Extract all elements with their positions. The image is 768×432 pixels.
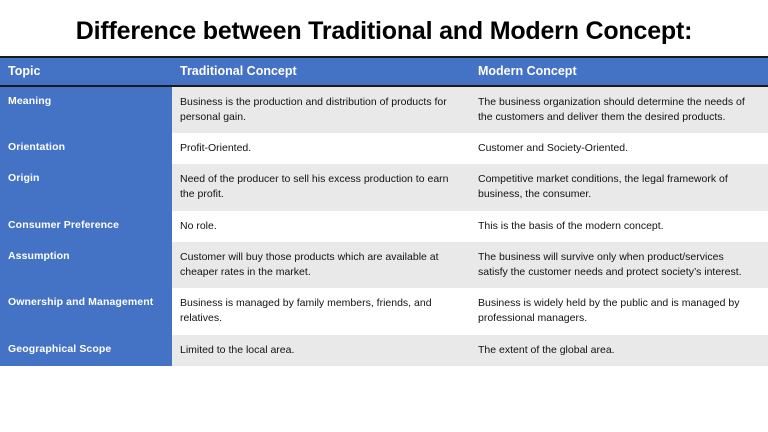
cell-traditional-meaning: Business is the production and distribution of products for personal gain. [172, 86, 470, 133]
table-row [0, 164, 768, 210]
page-title: Difference between Traditional and Modern Concept: [75, 17, 693, 45]
cell-traditional-consumer-preference: No role. [172, 211, 470, 242]
table-row [0, 242, 768, 288]
cell-traditional-geographical-scope: Limited to the local area. [172, 335, 470, 366]
header-row [0, 57, 768, 86]
table-row [0, 211, 768, 242]
cell-traditional-origin: Need of the producer to sell his excess production to earn the profit. [172, 164, 470, 210]
cell-modern-geographical-scope: The extent of the global area. [470, 335, 768, 366]
column-header-traditional: Traditional Concept [172, 57, 470, 86]
row-label-assumption: Assumption [0, 242, 172, 288]
column-header-topic: Topic [0, 57, 172, 86]
row-label-origin: Origin [0, 164, 172, 210]
cell-modern-assumption: The business will survive only when product/services satisfy the customer needs and protect society’s interest. [470, 242, 768, 288]
table-row [0, 335, 768, 366]
row-label-orientation: Orientation [0, 133, 172, 164]
cell-modern-origin: Competitive market conditions, the legal framework of business, the consumer. [470, 164, 768, 210]
cell-modern-consumer-preference: This is the basis of the modern concept. [470, 211, 768, 242]
row-label-ownership-and-management: Ownership and Management [0, 288, 172, 334]
cell-traditional-assumption: Customer will buy those products which are available at cheaper rates in the market. [172, 242, 470, 288]
table-row [0, 86, 768, 133]
table-body [0, 86, 768, 366]
column-header-modern: Modern Concept [470, 57, 768, 86]
cell-modern-orientation: Customer and Society-Oriented. [470, 133, 768, 164]
row-label-meaning: Meaning [0, 86, 172, 133]
table-header [0, 57, 768, 86]
row-label-consumer-preference: Consumer Preference [0, 211, 172, 242]
table-row [0, 288, 768, 334]
comparison-table [0, 56, 768, 366]
cell-modern-ownership-and-management: Business is widely held by the public and is managed by professional managers. [470, 288, 768, 334]
row-label-geographical-scope: Geographical Scope [0, 335, 172, 366]
cell-traditional-ownership-and-management: Business is managed by family members, friends, and relatives. [172, 288, 470, 334]
table-row [0, 133, 768, 164]
cell-modern-meaning: The business organization should determine the needs of the customers and deliver them the desired products. [470, 86, 768, 133]
cell-traditional-orientation: Profit-Oriented. [172, 133, 470, 164]
